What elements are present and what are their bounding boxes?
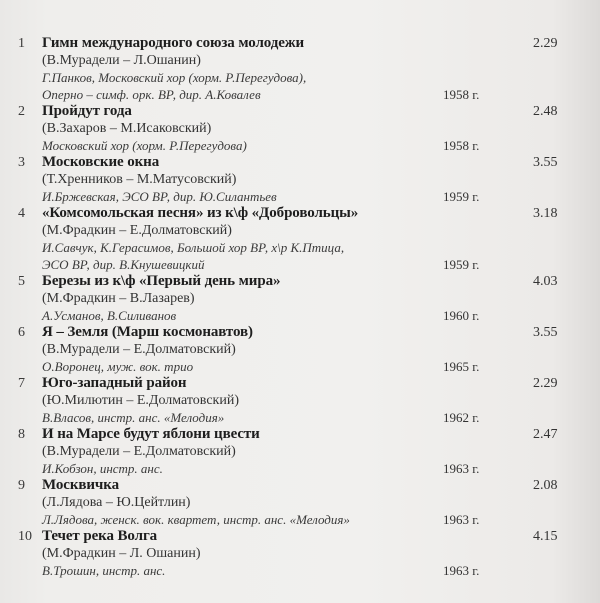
track-title: И на Марсе будут яблони цвести [42, 426, 260, 442]
track-authors: (М.Фрадкин – Е.Долматовский) [42, 223, 232, 238]
track-duration: 2.08 [533, 478, 558, 493]
track-title: «Комсомольская песня» из к\ф «Добровольцы» [42, 205, 359, 221]
track-duration: 2.48 [533, 104, 558, 119]
track-performers: И.Савчук, К.Герасимов, Большой хор ВР, х\р К.Птица, [42, 240, 345, 255]
track-number: 1 [18, 36, 25, 51]
track-authors: (В.Захаров – М.Исаковский) [42, 121, 212, 136]
track-item [0, 528, 600, 579]
track-authors: (Л.Лядова – Ю.Цейтлин) [42, 495, 191, 510]
track-number: 3 [18, 155, 25, 170]
track-item [0, 205, 600, 273]
track-performers: Л.Лядова, женск. вок. квартет, инстр. анс. «Мелодия» [42, 512, 350, 527]
track-item [0, 103, 600, 154]
track-number: 9 [18, 478, 25, 493]
track-duration: 3.18 [533, 206, 558, 221]
track-list [0, 35, 600, 579]
track-duration: 3.55 [533, 155, 558, 170]
track-year: 1963 г. [443, 461, 480, 476]
track-year: 1960 г. [443, 308, 480, 323]
track-performers: В.Трошин, инстр. анс. [42, 563, 166, 578]
track-title: Москвичка [42, 477, 119, 493]
track-duration: 4.03 [533, 274, 558, 289]
track-authors: (М.Фрадкин – Л. Ошанин) [42, 546, 201, 561]
track-item [0, 477, 600, 528]
track-duration: 2.29 [533, 36, 558, 51]
track-year: 1958 г. [443, 87, 480, 102]
track-authors: (Т.Хренников – М.Матусовский) [42, 172, 237, 187]
track-performers: И.Кобзон, инстр. анс. [42, 461, 163, 476]
track-year: 1958 г. [443, 138, 480, 153]
track-performers: Оперно – симф. орк. ВР, дир. А.Ковалев [42, 87, 261, 102]
track-title: Московские окна [42, 154, 160, 170]
track-performers: В.Власов, инстр. анс. «Мелодия» [42, 410, 225, 425]
track-title: Гимн международного союза молодежи [42, 35, 305, 51]
track-item [0, 273, 600, 324]
track-item [0, 426, 600, 477]
track-number: 7 [18, 376, 25, 391]
track-performers: А.Усманов, В.Силиванов [42, 308, 177, 323]
track-duration: 2.47 [533, 427, 558, 442]
track-title: Течет река Волга [42, 528, 158, 544]
track-duration: 3.55 [533, 325, 558, 340]
track-item [0, 324, 600, 375]
track-title: Пройдут года [42, 103, 132, 119]
track-number: 5 [18, 274, 25, 289]
track-authors: (В.Мурадели – Е.Долматовский) [42, 342, 236, 357]
track-number: 2 [18, 104, 25, 119]
track-authors: (В.Мурадели – Л.Ошанин) [42, 53, 201, 68]
track-item [0, 154, 600, 205]
track-item [0, 375, 600, 426]
track-performers: О.Воронец, муж. вок. трио [42, 359, 194, 374]
track-number: 8 [18, 427, 25, 442]
track-number: 6 [18, 325, 25, 340]
track-performers: И.Бржевская, ЭСО ВР, дир. Ю.Силантьев [42, 189, 277, 204]
track-title: Березы из к\ф «Первый день мира» [42, 273, 281, 289]
track-duration: 4.15 [533, 529, 558, 544]
track-performers: Г.Панков, Московский хор (хорм. Р.Перегудова), [42, 70, 307, 85]
track-authors: (В.Мурадели – Е.Долматовский) [42, 444, 236, 459]
track-year: 1959 г. [443, 257, 480, 272]
track-performers: ЭСО ВР, дир. В.Кнушевицкий [42, 257, 205, 272]
track-number: 4 [18, 206, 25, 221]
track-title: Я – Земля (Марш космонавтов) [42, 324, 253, 340]
track-duration: 2.29 [533, 376, 558, 391]
track-authors: (М.Фрадкин – В.Лазарев) [42, 291, 195, 306]
track-year: 1959 г. [443, 189, 480, 204]
track-title: Юго-западный район [42, 375, 187, 391]
track-year: 1963 г. [443, 512, 480, 527]
track-authors: (Ю.Милютин – Е.Долматовский) [42, 393, 239, 408]
track-item [0, 35, 600, 103]
track-year: 1962 г. [443, 410, 480, 425]
track-performers: Московский хор (хорм. Р.Перегудова) [42, 138, 247, 153]
track-number: 10 [18, 529, 32, 544]
track-year: 1965 г. [443, 359, 480, 374]
track-year: 1963 г. [443, 563, 480, 578]
